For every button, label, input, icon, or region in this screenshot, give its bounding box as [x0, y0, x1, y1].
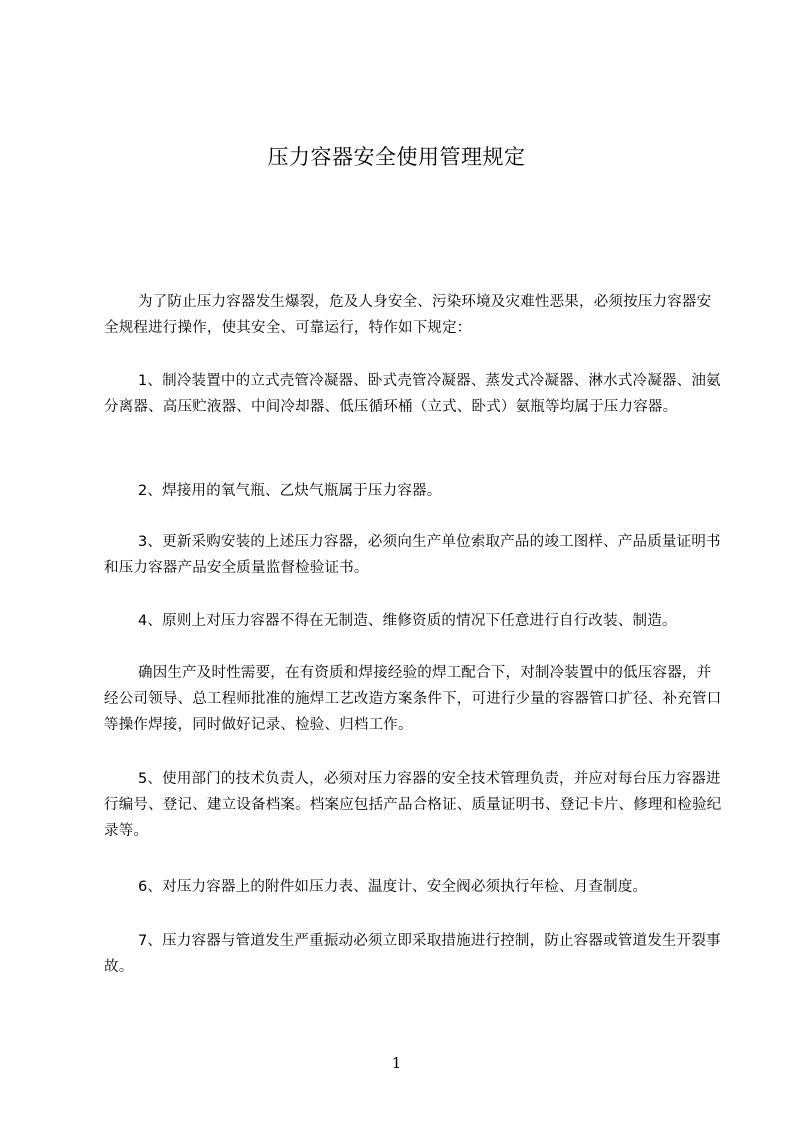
- regulation-item-3: 3、更新采购安装的上述压力容器，必须向生产单位索取产品的竣工图样、产品质量证明书和压力容器产品安全质量监督检验证书。: [104, 534, 721, 576]
- document-title: 压力容器安全使用管理规定: [267, 145, 526, 169]
- intro-paragraph: 为了防止压力容器发生爆裂，危及人身安全、污染环境及灾难性恶果，必须按压力容器安全规程进行操作，使其安全、可靠运行，特作如下规定：: [104, 294, 712, 336]
- regulation-item-1: 1、制冷装置中的立式壳管冷凝器、卧式壳管冷凝器、蒸发式冷凝器、淋水式冷凝器、油氨分离器、高压贮液器、中间冷却器、低压循环桶（立式、卧式）氨瓶等均属于压力容器。: [104, 373, 721, 415]
- regulation-item-4: 4、原则上对压力容器不得在无制造、维修资质的情况下任意进行自行改装、制造。: [138, 613, 677, 629]
- regulation-item-2: 2、焊接用的氧气瓶、乙炔气瓶属于压力容器。: [138, 483, 442, 499]
- regulation-item-4-note: 确因生产及时性需要，在有资质和焊接经验的焊工配合下，对制冷装置中的低压容器，并经公司领导、总工程师批准的施焊工艺改造方案条件下，可进行少量的容器管口扩径、补充管口等操作焊接，同时做好记录、检验、归档工作。: [104, 665, 722, 733]
- regulation-item-6: 6、对压力容器上的附件如压力表、温度计、安全阀必须执行年检、月查制度。: [138, 879, 648, 895]
- page-number: 1: [391, 1054, 402, 1072]
- regulation-item-7: 7、压力容器与管道发生严重振动必须立即采取措施进行控制，防止容器或管道发生开裂事故。: [104, 933, 721, 975]
- regulation-item-5: 5、使用部门的技术负责人，必须对压力容器的安全技术管理负责，并应对每台压力容器进行编号、登记、建立设备档案。档案应包括产品合格证、质量证明书、登记卡片、修理和检验纪录等。: [104, 771, 722, 839]
